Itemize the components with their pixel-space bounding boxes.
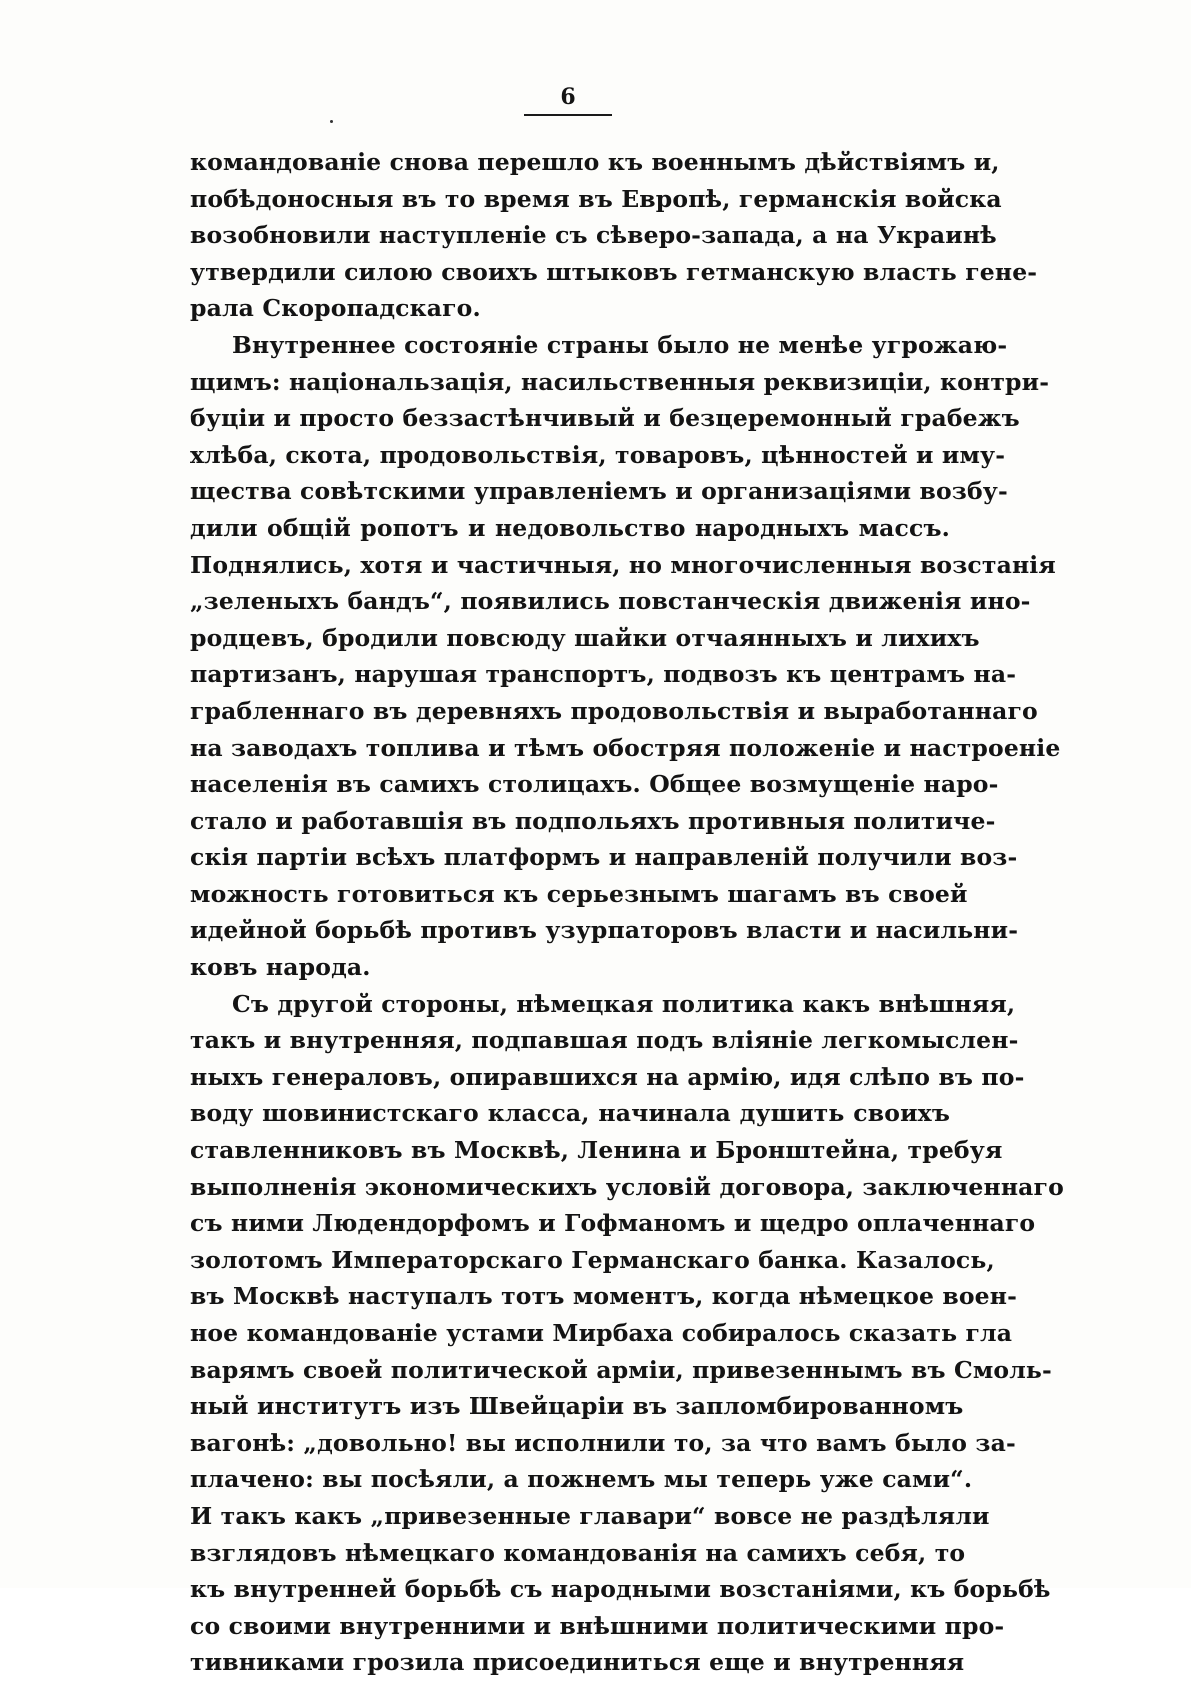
text-line: возобновили наступленіе съ сѣверо-запада, а на Украинѣ — [190, 221, 997, 250]
text-line: выполненія экономическихъ условій договора, заключеннаго — [190, 1172, 1064, 1201]
text-line: съ ними Людендорфомъ и Гофманомъ и щедро оплаченнаго — [190, 1209, 1036, 1238]
text-line: идейной борьбѣ противъ узурпаторовъ власти и насильни- — [190, 916, 1019, 945]
text-line: взглядовъ нѣмецкаго командованія на самихъ себя, то — [190, 1538, 966, 1567]
body-text — [190, 144, 1064, 1681]
text-line: населенія въ самихъ столицахъ. Общее возмущеніе наро- — [190, 770, 999, 799]
text-line: Съ другой стороны, нѣмецкая политика какъ внѣшняя, — [232, 989, 1016, 1018]
text-line: грабленнаго въ деревняхъ продовольствія и выработаннаго — [190, 696, 1038, 725]
paragraph-2 — [190, 327, 1061, 986]
text-line: ныхъ генераловъ, опиравшихся на армію, идя слѣпо въ по- — [190, 1062, 1025, 1091]
page-number: 6 — [560, 84, 576, 110]
text-line: щества совѣтскими управленіемъ и организаціями возбу- — [190, 477, 1008, 506]
text-line: щимъ: національзація, насильственныя реквизиціи, контри- — [190, 367, 1050, 396]
text-line: скія партіи всѣхъ платформъ и направленій получили воз- — [190, 843, 1018, 872]
page-header — [520, 84, 616, 116]
text-line: „зеленыхъ бандъ“, появились повстанческія движенія ино- — [190, 587, 1031, 616]
text-line: буціи и просто беззастѣнчивый и безцеремонный грабежъ — [190, 404, 1020, 433]
text-line: Поднялись, хотя и частичныя, но многочисленныя возстанія — [190, 550, 1056, 579]
text-line: такъ и внутренняя, подпавшая подъ вліяніе легкомыслен- — [190, 1026, 1019, 1055]
text-line: дили общій ропотъ и недовольство народныхъ массъ. — [190, 513, 950, 542]
text-line: со своими внутренними и внѣшними политическими про- — [190, 1611, 1005, 1640]
text-line: вагонѣ: „довольно! вы исполнили то, за что вамъ было за- — [190, 1428, 1016, 1457]
print-speck — [330, 120, 333, 123]
text-line: ставленниковъ въ Москвѣ, Ленина и Бронштейна, требуя — [190, 1136, 1003, 1165]
text-line: ное командованіе устами Мирбаха собиралось сказать гла — [190, 1319, 1013, 1347]
text-line: побѣдоносныя въ то время въ Европѣ, германскія войска — [190, 184, 1002, 213]
text-line: командованіе снова перешло къ военнымъ дѣйствіямъ и, — [190, 148, 1000, 176]
text-line: утвердили силою своихъ штыковъ гетманскую власть гене- — [190, 257, 1038, 286]
text-line: къ внутренней борьбѣ съ народными возстаніями, къ борьбѣ — [190, 1575, 1051, 1604]
text-line: И такъ какъ „привезенные главари“ вовсе не раздѣляли — [190, 1501, 990, 1530]
text-line: можность готовиться къ серьезнымъ шагамъ въ своей — [190, 879, 968, 908]
text-line: ковъ народа. — [190, 953, 371, 982]
text-line: варямъ своей политической арміи, привезеннымъ въ Смоль- — [190, 1355, 1052, 1384]
text-line: на заводахъ топлива и тѣмъ обостряя положеніе и настроеніе — [190, 733, 1061, 762]
paragraph-1 — [190, 144, 1038, 327]
text-line: родцевъ, бродили повсюду шайки отчаянныхъ и лихихъ — [190, 623, 980, 652]
text-line: ный институтъ изъ Швейцаріи въ запломбированномъ — [190, 1392, 964, 1421]
text-line: рала Скоропадскаго. — [190, 294, 481, 323]
text-line: воду шовинистскаго класса, начинала душить своихъ — [190, 1099, 950, 1128]
text-line: золотомъ Императорскаго Германскаго банка. Казалось, — [190, 1245, 995, 1274]
text-line: Внутреннее состояніе страны было не менѣе угрожаю- — [232, 330, 1008, 359]
text-line: стало и работавшія въ подпольяхъ противныя политиче- — [190, 806, 996, 835]
text-line: партизанъ, нарушая транспортъ, подвозъ къ центрамъ на- — [190, 660, 1017, 689]
text-line: въ Москвѣ наступалъ тотъ моментъ, когда нѣмецкое воен- — [190, 1282, 1018, 1311]
text-line: хлѣба, скота, продовольствія, товаровъ, цѣнностей и иму- — [190, 440, 1006, 469]
paragraph-3 — [190, 986, 1064, 1681]
text-line: тивниками грозила присоединиться еще и внутренняя — [190, 1648, 965, 1677]
text-line: плачено: вы посѣяли, а пожнемъ мы теперь уже сами“. — [190, 1465, 973, 1494]
header-rule — [524, 114, 612, 116]
